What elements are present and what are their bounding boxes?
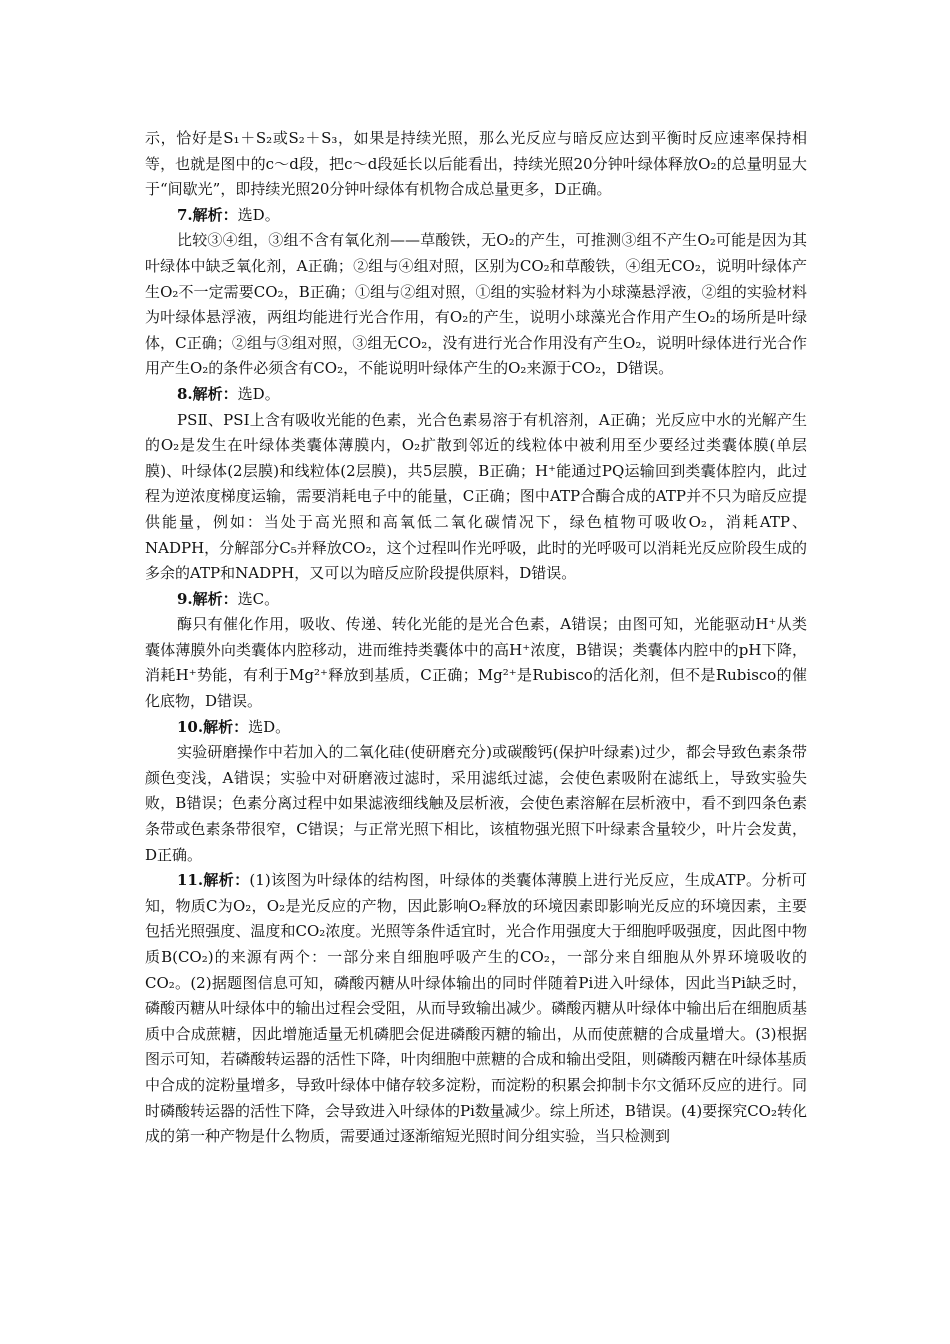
answer-choice: 选D。	[237, 205, 280, 224]
answer-heading-10	[145, 715, 807, 741]
answer-heading-7	[145, 203, 807, 229]
explanation-9: 酶只有催化作用，吸收、传递、转化光能的是光合色素，A错误；由图可知，光能驱动H⁺从类囊体薄膜外向类囊体内腔移动，进而维持类囊体中的高H⁺浓度，B错误；类囊体内腔中的pH下降，消耗H⁺势能，有利于Mg²⁺释放到基质，C正确；Mg²⁺是Rubisco的活化剂，但不是Rubisco的催化底物，D错误。	[145, 615, 807, 711]
answer-label: 10.解析：	[177, 717, 249, 736]
answer-label: 7.解析：	[177, 205, 238, 224]
answer-label: 9.解析：	[177, 589, 238, 608]
answer-label: 11.解析：	[177, 871, 250, 890]
answer-choice: 选C。	[237, 589, 280, 608]
document-body	[145, 126, 807, 1150]
explanation-11: (1)该图为叶绿体的结构图，叶绿体的类囊体薄膜上进行光反应，生成ATP。分析可知，物质C为O₂，O₂是光反应的产物，因此影响O₂释放的环境因素即影响光反应的环境因素，主要包括光照强度、温度和CO₂浓度。光照等条件适宜时，光合作用强度大于细胞呼吸强度，因此图中物质B(CO₂)的来源有两个：一部分来自细胞呼吸产生的CO₂，一部分来自细胞从外界环境吸收的CO₂。(2)据题图信息可知，磷酸丙糖从叶绿体输出的同时伴随着Pi进入叶绿体，因此当Pi缺乏时，磷酸丙糖从叶绿体中的输出过程会受阻，从而导致输出减少。磷酸丙糖从叶绿体中输出后在细胞质基质中合成蔗糖，因此增施适量无机磷肥会促进磷酸丙糖的输出，从而使蔗糖的合成量增大。(3)根据图示可知，若磷酸转运器的活性下降，叶肉细胞中蔗糖的合成和输出受阻，则磷酸丙糖在叶绿体基质中合成的淀粉量增多，导致叶绿体中储存较多淀粉，而淀粉的积累会抑制卡尔文循环反应的进行。同时磷酸转运器的活性下降，会导致进入叶绿体的Pi数量减少。综上所述，B错误。(4)要探究CO₂转化成的第一种产物是什么物质，需要通过逐渐缩短光照时间分组实验，当只检测到	[145, 871, 807, 1146]
answer-choice: 选D。	[248, 717, 291, 736]
answer-choice: 选D。	[237, 384, 280, 403]
answer-label: 8.解析：	[177, 384, 238, 403]
explanation-10: 实验研磨操作中若加入的二氧化硅(使研磨充分)或碳酸钙(保护叶绿素)过少，都会导致色素条带颜色变浅，A错误；实验中对研磨液过滤时，采用滤纸过滤，会使色素吸附在滤纸上，导致实验失败，B错误；色素分离过程中如果滤液细线触及层析液，会使色素溶解在层析液中，看不到四条色素条带或色素条带很窄，C错误；与正常光照下相比，该植物强光照下叶绿素含量较少，叶片会发黄，D正确。	[145, 743, 807, 864]
answer-heading-9	[145, 587, 807, 613]
explanation-8: PSⅡ、PSⅠ上含有吸收光能的色素，光合色素易溶于有机溶剂，A正确；光反应中水的光解产生的O₂是发生在叶绿体类囊体薄膜内，O₂扩散到邻近的线粒体中被利用至少要经过类囊体膜(单层膜)、叶绿体(2层膜)和线粒体(2层膜)，共5层膜，B正确；H⁺能通过PQ运输回到类囊体腔内，此过程为逆浓度梯度运输，需要消耗电子中的能量，C正确；图中ATP合酶合成的ATP并不只为暗反应提供能量，例如：当处于高光照和高氧低二氧化碳情况下，绿色植物可吸收O₂，消耗ATP、NADPH，分解部分C₅并释放CO₂，这个过程叫作光呼吸，此时的光呼吸可以消耗光反应阶段生成的多余的ATP和NADPH，又可以为暗反应阶段提供原料，D错误。	[145, 410, 807, 583]
explanation-7: 比较③④组，③组不含有氧化剂——草酸铁，无O₂的产生，可推测③组不产生O₂可能是因为其叶绿体中缺乏氧化剂，A正确；②组与④组对照，区别为CO₂和草酸铁，④组无CO₂，说明叶绿体产生O₂不一定需要CO₂，B正确；①组与②组对照，①组的实验材料为小球藻悬浮液，②组的实验材料为叶绿体悬浮液，两组均能进行光合作用，有O₂的产生，说明小球藻光合作用产生O₂的场所是叶绿体，C正确；②组与③组对照，③组无CO₂，没有进行光合作用没有产生O₂，说明叶绿体进行光合作用产生O₂的条件必须含有CO₂，不能说明叶绿体产生的O₂来源于CO₂，D错误。	[145, 231, 807, 378]
answer-heading-11	[145, 868, 807, 1150]
answer-heading-8	[145, 382, 807, 408]
paragraph-continuation: 示，恰好是S₁＋S₂或S₂＋S₃，如果是持续光照，那么光反应与暗反应达到平衡时反应速率保持相等，也就是图中的c～d段，把c～d段延长以后能看出，持续光照20分钟叶绿体释放O₂的总量明显大于“间歇光”，即持续光照20分钟叶绿体有机物合成总量更多，D正确。	[145, 129, 807, 199]
